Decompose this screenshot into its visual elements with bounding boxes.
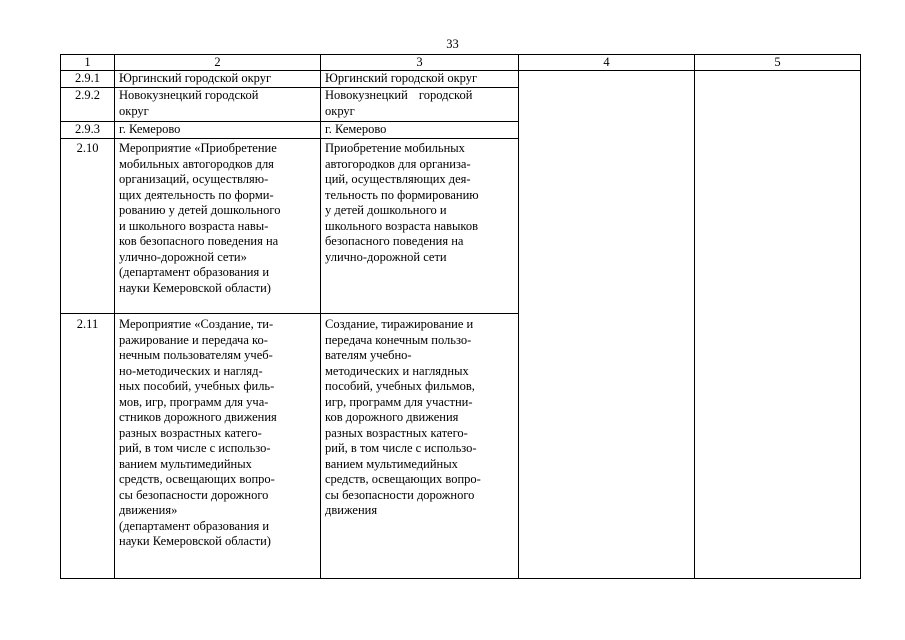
row-number: 2.9.2 (61, 88, 115, 122)
row-measure: Создание, тиражирование и передача конечным пользо- вателям учебно- методических и наглядных пособий, учебных фильмов, игр, программ для участни- ков дорожного движения разных возрастных катего- рий, в том числе с использо- ванием мультимедийных средств, освещающих вопро- сы безопасности дорожного движения (321, 314, 519, 579)
row-description: Юргинский городской округ (115, 71, 321, 88)
column-header-1: 1 (61, 55, 115, 71)
column-header-5: 5 (695, 55, 861, 71)
column-5-cell (695, 71, 861, 579)
column-header-2: 2 (115, 55, 321, 71)
row-number: 2.11 (61, 314, 115, 579)
row-number: 2.9.3 (61, 122, 115, 139)
row-measure: Приобретение мобильных автогородков для организа- ций, осуществляющих дея- тельность по формированию у детей дошкольного и школьного возраста навыков безопасного поведения на улично-дорожной сети (321, 139, 519, 314)
page-number: 33 (446, 37, 459, 51)
row-description: Новокузнецкий городской округ (115, 88, 321, 122)
row-measure: Юргинский городской округ (321, 71, 519, 88)
column-number-header-row (61, 55, 861, 71)
row-description: Мероприятие «Приобретение мобильных автогородков для организаций, осуществляю- щих деятельность по форми- рованию у детей дошкольного и школьного возраста навы- ков безопасного поведения на улично-дорожной сети» (департамент образования и науки Кемеровской области) (115, 139, 321, 314)
row-description: Мероприятие «Создание, ти- ражирование и передача ко- нечным пользователям учеб- но-методических и нагляд- ных пособий, учебных филь- мов, игр, программ для уча- стников дорожного движения разных возрастных катего- рий, в том числе с использо- ванием мультимедийных средств, освещающих вопро- сы безопасности дорожного движения» (департамент образования и науки Кемеровской области) (115, 314, 321, 579)
row-measure: Новокузнецкий городской округ (321, 88, 519, 122)
row-number: 2.10 (61, 139, 115, 314)
program-table (60, 54, 861, 579)
table-row (61, 71, 861, 88)
row-number: 2.9.1 (61, 71, 115, 88)
row-description: г. Кемерово (115, 122, 321, 139)
column-4-cell (519, 71, 695, 579)
column-header-4: 4 (519, 55, 695, 71)
row-measure: г. Кемерово (321, 122, 519, 139)
column-header-3: 3 (321, 55, 519, 71)
